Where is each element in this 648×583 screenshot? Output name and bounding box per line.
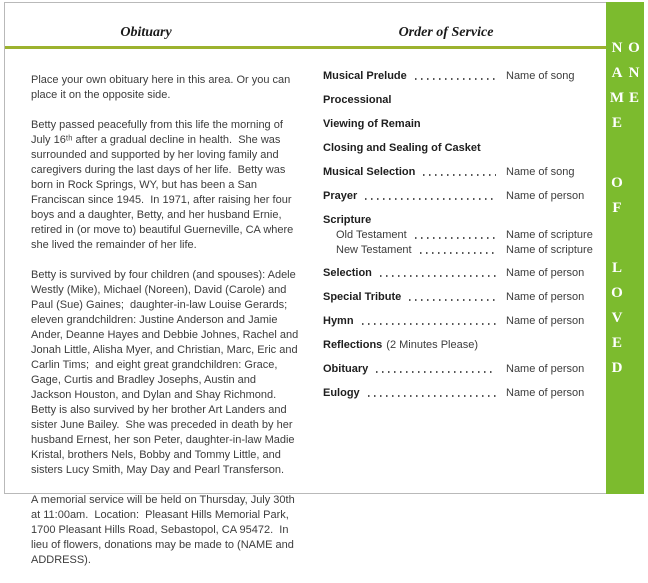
service-item-label: Musical Selection: [323, 166, 416, 178]
service-item-value: Name of scripture: [506, 229, 593, 241]
service-item-label: Old Testament: [336, 229, 407, 241]
service-item-label: Obituary: [323, 363, 369, 375]
service-item-value: Name of person: [506, 190, 585, 202]
dotted-leader: [415, 78, 496, 80]
service-item: [323, 243, 599, 257]
service-item-value: Name of person: [506, 387, 585, 399]
service-item-value: Name of song: [506, 166, 575, 178]
service-item-value: Name of person: [506, 267, 585, 279]
page-content: [5, 49, 605, 583]
service-item-label: Hymn: [323, 315, 354, 327]
service-item: [323, 165, 599, 179]
obituary-paragraph: Betty is survived by four children (and spouses): Adele Westly (Mike), Michael (Noreen), David (Carole) and Paul (Sue) Gaines; daughter-in-law Louise Gerards; eleven grandchildren: Justine Anderson and Jamie Ander, Deanne Hayes and Debbie Johnes, Rachel and Jonah Little, Alisha Myer, and Christian, Marc, Eric and Carlin Tims; and eight great grandchildren: Grace, Gage, Curtis and Bradley Josephs, Austin and Jackson Houston, and Dylan and Shay Richmond. Betty is also survived by her brother Art Landers and sister June Bailey. She was preceded in death by her husband Ernest, her son Peter, daughter-in-law Madie Kristal, brothers Nels, Bobby and Tommy Little, and sisters Lucy Smith, May Day and Pearl Transferson.: [31, 269, 302, 476]
service-item: [323, 228, 599, 242]
dotted-leader: [376, 371, 496, 373]
dotted-leader: [420, 252, 496, 254]
dotted-leader: [362, 323, 496, 325]
service-item-value: Name of person: [506, 363, 585, 375]
service-item: [323, 141, 599, 155]
service-item-note: (2 Minutes Please): [386, 339, 479, 351]
service-item-label: Special Tribute: [323, 291, 402, 303]
service-item: [323, 69, 599, 83]
service-item-label: Reflections: [323, 339, 383, 351]
service-item-value: Name of scripture: [506, 244, 593, 256]
service-item-label: Closing and Sealing of Casket: [323, 142, 481, 154]
dotted-leader: [409, 299, 496, 301]
service-item-label: Selection: [323, 267, 372, 279]
dotted-leader: [423, 174, 496, 176]
service-item-label: Eulogy: [323, 387, 360, 399]
loved-one-name-placeholder: NAME OF LOVED ONE: [609, 40, 642, 385]
service-item: [323, 386, 599, 400]
program-page: [4, 2, 644, 566]
order-of-service-header: Order of Service: [398, 25, 494, 40]
obituary-paragraph: Betty passed peacefully from this life the morning of July 16ᵗʰ after a gradual decline in health. She was surrounded and supported by her loving family and caregivers during the last days of her life. Betty was born in Rock Springs, WY, but has been a San Franciscan since 1945. In 1971, after raising her four boys and a daughter, Betty, and her husband Ernie, retired in (or move to) beautiful Guerneville, CA where she lived the remainder of her life.: [31, 119, 297, 251]
service-item-label: Processional: [323, 94, 392, 106]
service-item-label: Prayer: [323, 190, 358, 202]
service-item-value: Name of song: [506, 70, 575, 82]
service-item-label: Scripture: [323, 214, 372, 226]
service-item-label: Musical Prelude: [323, 70, 407, 82]
dotted-leader: [380, 275, 496, 277]
order-of-service-list: [323, 69, 599, 583]
dotted-leader: [368, 395, 496, 397]
header-row: [5, 3, 605, 46]
service-item-label: New Testament: [336, 244, 412, 256]
service-item: [323, 314, 599, 328]
service-item-label: Viewing of Remain: [323, 118, 421, 130]
service-item: [323, 189, 599, 203]
loved-one-sidebar: [606, 2, 644, 494]
service-item: [323, 290, 599, 304]
service-item: [323, 266, 599, 280]
dotted-leader: [415, 237, 496, 239]
obituary-text: [31, 73, 302, 583]
service-item: [323, 213, 599, 227]
dotted-leader: [365, 198, 496, 200]
service-item: [323, 362, 599, 376]
service-item: [323, 117, 599, 131]
service-item: [323, 93, 599, 107]
service-item: [323, 338, 599, 352]
obituary-paragraph: Place your own obituary here in this area. Or you can place it on the opposite side.: [31, 74, 294, 101]
obituary-header: Obituary: [120, 25, 172, 40]
service-item-value: Name of person: [506, 291, 585, 303]
obituary-paragraph: A memorial service will be held on Thursday, July 30th at 11:00am. Location: Pleasant Hills Memorial Park, 1700 Pleasant Hills Road, Sebastopol, CA 95472. In lieu of flowers, donations may be made to (NAME and ADDRESS).: [31, 494, 298, 566]
service-item-value: Name of person: [506, 315, 585, 327]
